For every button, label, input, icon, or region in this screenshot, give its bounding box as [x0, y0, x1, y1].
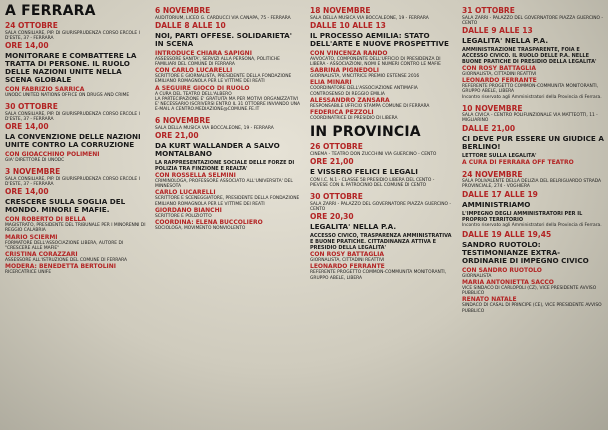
event-title: NOI, PARTI OFFESE. SOLIDARIETA' IN SCENA	[155, 30, 292, 48]
event-title: MONITORARE E COMBATTERE LA TRATTA DI PERSONE. IL RUOLO DELLE NAZIONI UNITE NELLA SCENA GLOBALE	[5, 50, 137, 84]
speaker-name: GIORDANO BIANCHI	[155, 206, 222, 214]
event-subtitle: AMMINISTRAZIONE TRASPARENTE, FOIA E ACCESSO CIVICO. IL RUOLO DELLE P.A. NELLE BUONE PRATICHE DI PRESIDIO DELLA LEGALITA'	[462, 46, 597, 65]
reserved-note: Incontro riservato agli Amministratori della Provincia di Ferrara.	[462, 222, 602, 228]
speaker-role: GIA' DIRETTORE DI UNODC	[5, 158, 65, 164]
event-title: IL PROCESSO AEMILIA: STATO DELL'ARTE E NUOVE PROSPETTIVE	[310, 30, 449, 48]
speaker-role: A CURA DEL TEATRO DELL'ALBERO	[155, 91, 232, 97]
event-place: SALA CIVICA - CENTRO POLIFUNZIONALE VIA MATTEOTTI, 11 - MIGLIARINO	[462, 113, 598, 124]
speaker-role: SCRITTORE E GIORNALISTA, PRESIDENTE DELLA FONDAZIONE EMILIANO ROMAGNOLA PER LE VITTIME DEI REATI	[155, 74, 292, 85]
event-date: 24 OTTOBRE	[5, 21, 58, 30]
event-subtitle: L'IMPEGNO DEGLI AMMINISTRATORI PER IL PROPRIO TERRITORIO	[462, 210, 583, 223]
speaker-role: SOCIOLOGA, MOVIMENTO NONVIOLENTO	[155, 226, 246, 232]
event-date: 10 NOVEMBRE	[462, 103, 523, 113]
speaker-role: REFERENTE PROGETTO COMMON-COMMUNITA MONITORANTI, GRUPPO ABELE, LIBERA	[462, 84, 599, 95]
event-place: AUDITORIUM, LICEO G. CARDUCCI VIA CANAPA, 75 - FERRARA	[155, 15, 291, 21]
speaker-role: UNODC UNITED NATIONS OFFICE ON DRUGS AND CRIME	[5, 92, 130, 98]
speaker-role: GIORNALISTA, CITTADINI REATTIVI	[310, 258, 385, 264]
event-subtitle: LETTORE SULLA LEGALITA'	[462, 152, 537, 159]
event-title: LEGALITA' NELLA P.A.	[462, 35, 549, 45]
event-place: SALA ZARRI - PALAZZO DEL GOVERNATORE PIAZZA GUERCINO - CENTO	[310, 201, 451, 212]
speaker-name: CON ROBERTO DI BELLA	[5, 216, 86, 224]
event-time: ORE 14,00	[5, 187, 49, 197]
speaker-role: RESPONSABILE UFFICIO STAMPA COMUNE DI FERRARA	[310, 103, 430, 109]
speaker-name: CON GIOACCHINO POLIMENI	[5, 151, 100, 159]
speaker-name: CON ROSY BATTAGLIA	[462, 64, 536, 72]
event-time: ORE 14,00	[5, 122, 49, 132]
event-time: DALLE 10 ALLE 13	[310, 20, 386, 30]
event-title: CI DEVE PUR ESSERE UN GIUDICE A BERLINO!	[462, 133, 604, 151]
speaker-name: CON SANDRO RUOTOLO	[462, 266, 542, 274]
event-time: ORE 21,00	[310, 156, 354, 166]
event-date: 24 NOVEMBRE	[462, 169, 523, 179]
column-ferrara	[0, 0, 150, 430]
speaker-role: COORDINATORE DELL'ASSOCIAZIONE ANTIMAFIA CONTROSENSO DI REGGIO EMILIA	[310, 86, 418, 97]
event-time: ORE 14,00	[5, 40, 49, 50]
event-date: 3 NOVEMBRE	[5, 167, 61, 177]
event-date: 31 OTTOBRE	[462, 6, 515, 15]
speaker-name: ALESSANDRO ZANSARA	[310, 96, 390, 104]
speaker-role: ASSESSORE SANITA', SERVIZI ALLA PERSONA, POLITICHE FAMILIARI DEL COMUNE DI FERRARA	[155, 56, 280, 67]
speaker-name: MODERA: BENEDETTA BERTOLINI	[5, 263, 116, 271]
speaker-role: GIORNALISTA, VINCITRICE PREMIO ESTENSE 2016	[310, 74, 420, 80]
event-place: SALA POLIVALENTE DELLA DELIZIA DEL BELRIGUARDO STRADA PROVINCIALE, 274 - VOGHIERA	[462, 179, 602, 190]
speaker-role: SCRITTORE E POLIZIOTTO	[155, 213, 212, 219]
speaker-name: MARIO SCIERMI	[5, 233, 58, 241]
speaker-role: AVVOCATO, COMPONENTE DELL'UFFICIO DI PRESIDENZA DI LIBERA - ASSOCIAZIONI, NOMI E NUMERI CONTRO LE MAFIE	[310, 56, 441, 67]
heading-a-ferrara: A FERRARA	[5, 3, 96, 19]
speaker-name: INTRODUCE CHIARA SAPIGNI	[155, 49, 252, 57]
speaker-role: VICE SINDACO DI CARLOPOLI (CZ), VICE PRESIDENTE AVVISO PUBBLICO	[462, 285, 597, 297]
speaker-name: CON CARLO LUCARELLI	[155, 67, 233, 75]
speaker-name: LEONARDO FERRANTE	[462, 77, 537, 85]
reserved-note: Incontro riservato agli Amministratori della Provincia di Ferrara.	[462, 94, 602, 100]
event-title: DA KURT WALLANDER A SALVO MONTALBANO	[155, 141, 280, 159]
event-time: ORE 21,00	[155, 131, 199, 141]
speaker-role: COORDINATRICE DI PRESIDIO DI LIBERA	[310, 115, 398, 121]
speaker-name: CARLO LUCARELLI	[155, 189, 216, 197]
event-time: DALLE 17 ALLE 19	[462, 189, 538, 199]
speaker-role: GIORNALISTA, CITTADINI REATTIVI	[462, 71, 537, 77]
column-ferrara-2	[150, 0, 305, 430]
event-time: DALLE 19 ALLE 19,45	[462, 229, 552, 239]
event-date: 18 NOVEMBRE	[310, 6, 371, 15]
speaker-name: CRISTINA CORAZZARI	[5, 250, 78, 258]
event-title: LA CONVENZIONE DELLE NAZIONI UNITE CONTRO LA CORRUZIONE	[5, 132, 141, 150]
event-place: SALA DELLA MUSICA VIA BOCCALEONE, 19 - FERRARA	[310, 15, 429, 21]
event-time: ORE 20,30	[310, 212, 354, 222]
speaker-name: LEONARDO FERRANTE	[310, 263, 385, 271]
event-time: DALLE 21,00	[462, 123, 516, 133]
speaker-name: A CURA DI FERRARA OFF TEATRO	[462, 158, 574, 166]
speaker-name: RENATO NATALE	[462, 296, 517, 304]
speaker-role: SINDACO DI CASAL DI PRINCIPE (CE), VICE PRESIDENTE AVVISO PUBBLICO	[462, 303, 602, 314]
speaker-role: RICERCATRICE UNIFE	[5, 270, 52, 276]
event-subtitle: LA RAPPRESENTAZIONE SOCIALE DELLE FORZE DI POLIZIA TRA FINZIONE E REALTA'	[155, 160, 295, 173]
speaker-name: SABRINA PIGNEDOLI	[310, 67, 379, 75]
speaker-name: CON VINCENZA RANDO	[310, 49, 388, 57]
speaker-role: REFERENTE PROGETTO COMMON-COMMUNITA MONITORANTI, GRUPPO ABELE, LIBERA	[310, 270, 447, 281]
column-provincia-2	[457, 0, 608, 430]
speaker-role: FORMATORE DELL'ASSOCIAZIONE LIBERA, AUTORE DI "CRESCERE ALLE MAFIE"	[5, 240, 124, 251]
event-title: AMMINISTRIAMO	[462, 199, 531, 209]
speaker-name: CON ROSSELLA SELMINI	[155, 172, 236, 180]
event-subtitle: CON I.C. N.1 - CLASSE 5B PRESIDIO LIBERA DEL CENTO - PIEVESE CON IL PATROCINIO DEL COMUNE DI CENTO	[310, 177, 435, 189]
event-title: LEGALITA' NELLA P.A.	[310, 222, 397, 232]
event-time: DALLE 9 ALLE 13	[462, 25, 533, 35]
speaker-name: COORDINA: ELENA BUCCOLIERO	[155, 219, 263, 227]
heading-in-provincia: IN PROVINCIA	[310, 124, 421, 141]
event-date: 30 OTTOBRE	[310, 192, 363, 202]
event-title: E VISSERO FELICI E LEGALI	[310, 166, 418, 176]
event-date: 30 OTTOBRE	[5, 102, 58, 112]
speaker-role: CRIMINOLOGA, PROFESSORE ASSOCIATO ALL'UNIVERSITA' DEL MINNESOTA	[155, 179, 293, 190]
speaker-name: MARIA ANTONIETTA SACCO	[462, 278, 554, 286]
speaker-name: A SEGUIRE GIOCO DI RUOLO	[155, 84, 250, 92]
event-title: SANDRO RUOTOLO: TESTIMONIANZE EXTRA-ORDINARIE DI IMPEGNO CIVICO	[462, 239, 589, 265]
event-date: 26 OTTOBRE	[310, 142, 363, 152]
event-place: SALA CONSILIARE, PIP. DI GIURISPRUDENZA CORSO ERCOLE I D'ESTE, 37 - FERRARA	[5, 176, 140, 187]
event-place: SALA ZARRI - PALAZZO DEL GOVERNATORE PIAZZA GUERCINO - CENTO	[462, 15, 603, 26]
event-place: SALA CONSILIARE, PIP. DI GIURISPRUDENZA CORSO ERCOLE I D'ESTE, 37 - FERRARA	[5, 111, 140, 122]
speaker-name: FEDERICA PEZZOLI	[310, 108, 374, 116]
speaker-name: ELIA MINARI	[310, 79, 352, 87]
speaker-role: ASSESSORE ALL'ISTRUZIONE DEL COMUNE DI FERRARA	[5, 257, 128, 263]
event-place: SALA DELLA MUSICA VIA BOCCALEONE, 19 - FERRARA	[155, 125, 274, 131]
column-provincia	[305, 0, 457, 430]
event-date: 6 NOVEMBRE	[155, 6, 211, 15]
event-date: 6 NOVEMBRE	[155, 116, 211, 126]
event-place: SALA CONSILIARE, PIP. DI GIURISPRUDENZA CORSO ERCOLE I D'ESTE, 37 - FERRARA	[5, 30, 140, 41]
speaker-name: CON FABRIZIO SARRICA	[5, 85, 85, 93]
speaker-role: MAGISTRATO, PRESIDENTE DEL TRIBUNALE PER I MINORENNI DI REGGIO CALABRIA	[5, 223, 146, 234]
speaker-role: GIORNALISTA	[462, 273, 492, 279]
speaker-role: SCRITTORE E SCENEGGIATORE, PRESIDENTE DELLA FONDAZIONE EMILIANO ROMAGNOLA PER LE VITTIME DEI REATI	[155, 196, 300, 207]
event-title: CRESCERE SULLA SOGLIA DEL MONDO. MINORI E MAFIE.	[5, 197, 126, 215]
registration-note: LA PARTECIPAZIONE E' GRATUITA MA PER MOTIVI ORGANIZZATIVI E' NECESSARIO ISCRIVERSI ENTRO IL 31 OTTOBRE INVIANDO UNA E-MAIL A CENTRO.MEDIAZIONE@COMUNE.FE.IT	[155, 96, 301, 113]
event-subtitle: ACCESSO CIVICO, TRASPARENZA AMMINISTRATIVA E BUONE PRATICHE. CITTADINANZA ATTIVA E PRESIDIO DELLA LEGALITA'	[310, 233, 452, 252]
event-place: CINEMA - TEATRO DON ZUCCHINI VIA GUERCINO - CENTO	[310, 151, 437, 157]
speaker-name: CON ROSY BATTAGLIA	[310, 251, 384, 259]
event-time: DALLE 8 ALLE 10	[155, 20, 226, 30]
